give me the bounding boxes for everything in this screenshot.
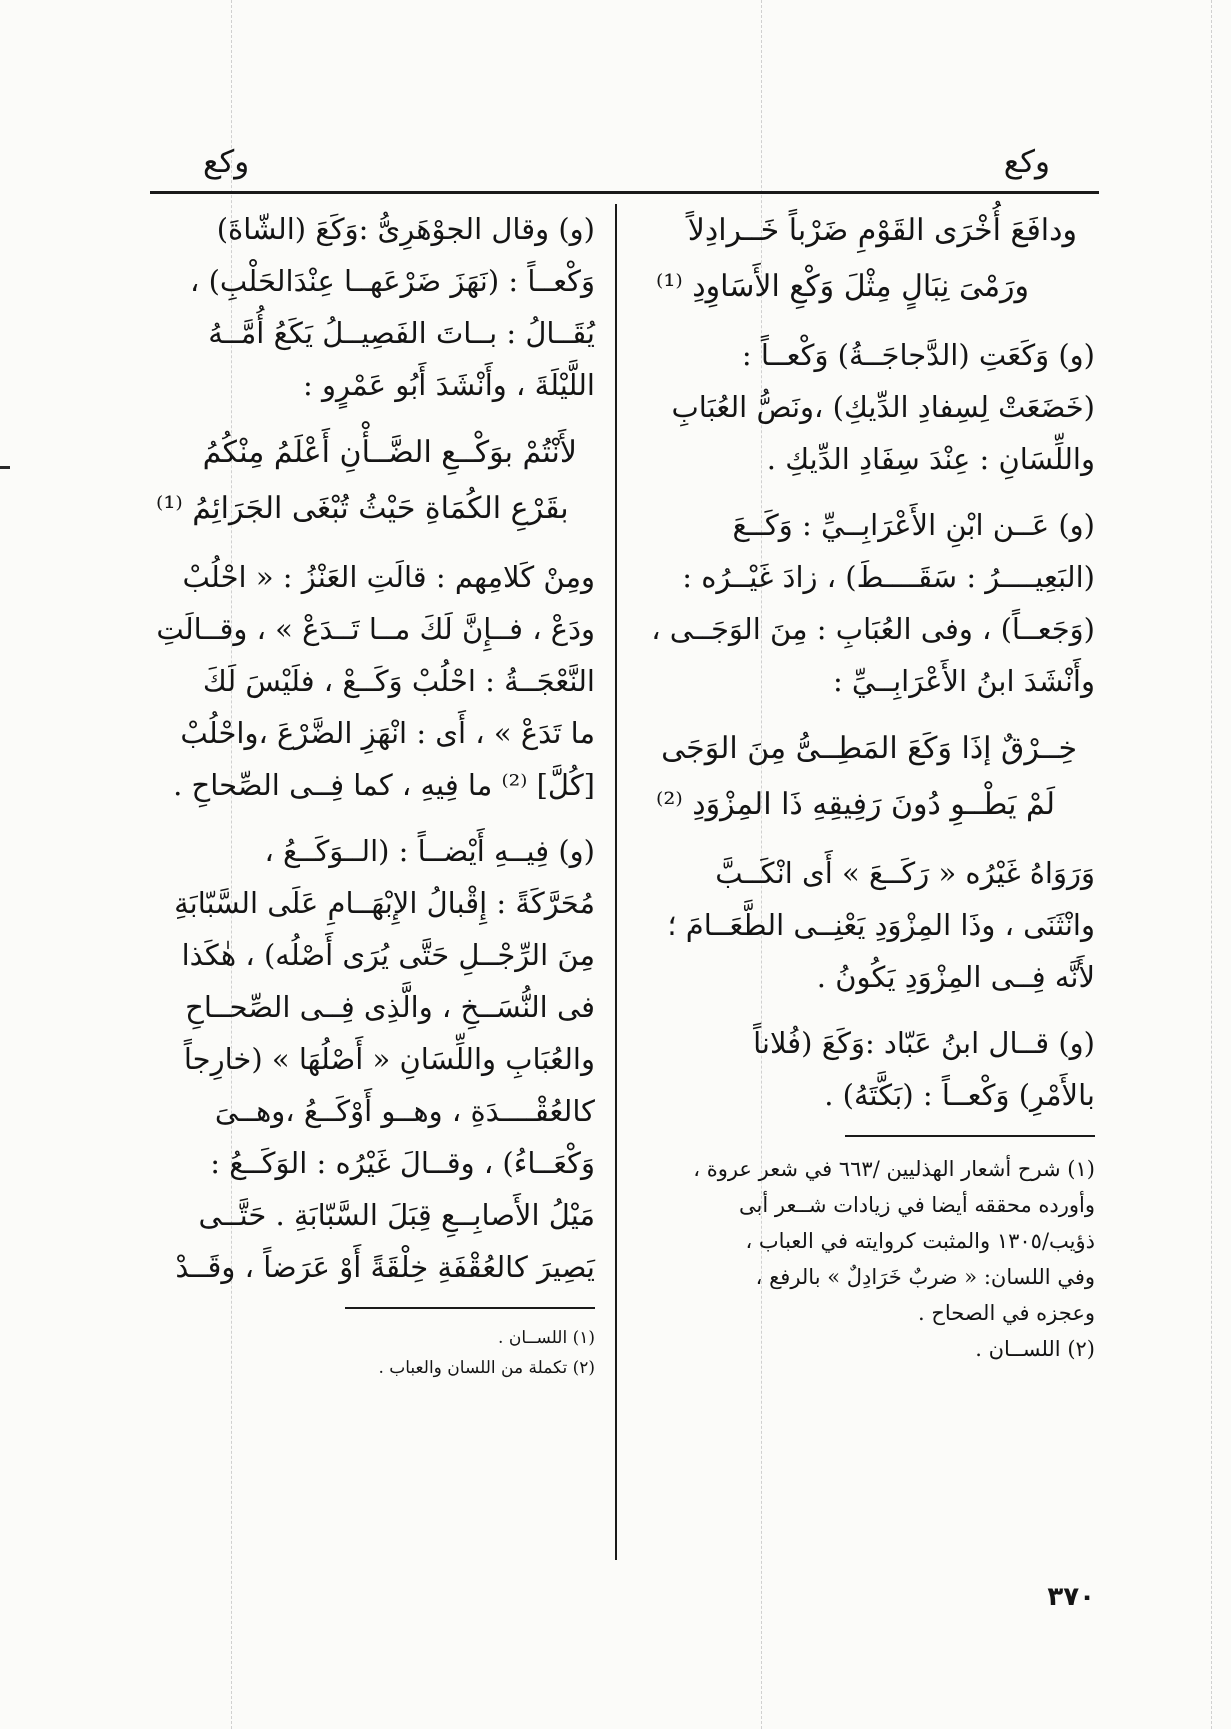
text-line: يَصِيرَ كالعُقْفَةِ خِلْقَةً أَوْ عَرَضاً ، وقَــدْ: [175, 1250, 595, 1284]
verse-line: ورَمْىَ نِبَالٍ مِثْلَ وَكْعِ الأَسَاوِدِ ⁽¹⁾: [656, 269, 1029, 304]
footnote-line: (٢) اللســان .: [975, 1337, 1095, 1361]
text-line: وَكْعــاً : (نَهَزَ ضَرْعَهــا عِنْدَالحَلْبِ) ،: [189, 264, 595, 298]
running-header-left: وكع: [203, 144, 250, 180]
text-line: (خَضَعَتْ لِسِفادِ الدِّيكِ) ،ونَصُّ العُبَابِ: [671, 390, 1095, 424]
text-line: كالعُقْــــدَةِ ، وهــو أَوْكَــعُ ،وهــىَ: [214, 1094, 595, 1128]
text-line: (و) عَــن ابْنِ الأَعْرَابِــيِّ : وَكَــعَ: [732, 508, 1095, 542]
text-line: فى النُّسَــخِ ، والَّذِى فِــى الصِّحــاحِ: [185, 990, 595, 1024]
paragraph: [650, 1017, 1095, 1121]
footnote-line: وأورده محققه أيضا في زيادات شــعر أبى: [739, 1193, 1095, 1217]
text-line: ودَعْ ، فــإِنَّ لَكَ مــا تَــدَعْ » ، وقــالَتِ: [156, 612, 595, 646]
paragraph: [650, 329, 1095, 485]
verse-line: خِــرْقٌ إذَا وَكَعَ المَطِــىُّ مِنَ الوَجَى: [661, 731, 1077, 766]
text-line: واللِّسَانِ : عِنْدَ سِفَادِ الدِّيكِ .: [766, 442, 1095, 476]
verse-line: لأَنْتُمْ بوَكْــعِ الضَّــأْنِ أَعْلَمُ مِنْكُمُ: [202, 435, 577, 470]
header-rule: [150, 191, 1099, 194]
paragraph: [150, 551, 595, 811]
footnote-line: (١) شرح أشعار الهذليين /٦٦٣ في شعر عروة ،: [693, 1157, 1095, 1181]
verse-line: لَمْ يَطْــوِ دُونَ رَفِيقِهِ ذَا المِزْوَدِ ⁽²⁾: [656, 787, 1056, 822]
verse: [650, 721, 1095, 833]
right-column: [650, 203, 1095, 1367]
footnote-line: وعجزه في الصحاح .: [917, 1301, 1095, 1325]
text-line: مُحَرَّكَةً : إِقْبالُ الإِبْهَــامِ عَلَى السَّبّابَةِ: [174, 886, 595, 920]
text-line: (البَعِيــــرُ : سَقَــــطَ) ، زادَ غَيْــرُه :: [682, 560, 1095, 594]
paragraph: [150, 203, 595, 411]
page-number: ٣٧٠: [1047, 1582, 1095, 1612]
paragraph: [650, 499, 1095, 707]
footnote-line: (٢) تكملة من اللسان والعباب .: [378, 1358, 595, 1378]
text-line: (وَجَعــاً) ، وفى العُبَابِ : مِنَ الوَجَــى ،: [651, 612, 1095, 646]
text-line: اللَّيْلَةَ ، وأَنْشَدَ أَبُو عَمْرٍو :: [302, 368, 595, 402]
text-line: وأَنْشَدَ ابنُ الأَعْرَابِــيِّ :: [832, 664, 1095, 698]
text-line: والعُبَابِ واللِّسَانِ « أَصْلُهَا » (خارِجاً: [183, 1042, 595, 1076]
text-line: [كُلَّ] ⁽²⁾ ما فِيهِ ، كما فِــى الصِّحاحِ .: [173, 768, 595, 802]
paragraph: [650, 847, 1095, 1003]
text-line: النَّعْجَــةُ : احْلُبْ وَكَــعْ ، فلَيْسَ لَكَ: [202, 664, 595, 698]
footnote-rule: [345, 1307, 595, 1309]
text-line: (و) وَكَعَتِ (الدَّجاجَــةُ) وَكْعــاً :: [741, 338, 1095, 372]
column-divider: [615, 204, 617, 1560]
text-line: وانْثَنَى ، وذَا المِزْوَدِ يَعْنِــى الطَّعَــامَ ؛: [667, 908, 1095, 942]
text-line: (و) قــال ابنُ عَبّاد :وَكَعَ (فُلاناً: [753, 1026, 1095, 1060]
verse: [150, 425, 595, 537]
footnotes: [150, 1323, 595, 1383]
verse: [650, 203, 1095, 315]
footnote-line: وفي اللسان: « ضربٌ خَرَادِلٌ » بالرفع ،: [755, 1265, 1095, 1289]
text-line: (و) فِيــهِ أَيْضــاً : (الــوَكَــعُ ،: [264, 834, 595, 868]
footnote-line: ذؤيب/١٣٠٥ والمثبت كروايته في العباب ،: [745, 1229, 1095, 1253]
footnote-rule: [845, 1135, 1095, 1137]
text-line: مِنَ الرِّجْــلِ حَتَّى يُرَى أَصْلُه) ، هٰكَذا: [181, 938, 595, 972]
paragraph: [150, 825, 595, 1293]
footnote-line: (١) اللســان .: [498, 1328, 595, 1348]
text-line: مَيْلُ الأَصابِــعِ قِبَلَ السَّبّابَةِ . حَتَّــى: [198, 1198, 595, 1232]
text-line: يُقَــالُ : بــاتَ الفَصِيــلُ يَكَعُ أُمَّــهُ: [208, 316, 595, 350]
text-line: لأَنَّه فِــى المِزْوَدِ يَكُونُ .: [816, 960, 1095, 994]
verse-line: ودافَعَ أُخْرَى القَوْمِ ضَرْباً خَــرادِلاً: [687, 213, 1077, 248]
footnotes: [650, 1151, 1095, 1367]
text-line: ومِنْ كَلامِهم : قالَتِ العَنْزُ : « احْلُبْ: [182, 560, 595, 594]
scan-edge-mark: [0, 466, 10, 469]
text-line: بالأَمْرِ) وَكْعــاً : (بَكَّتَهُ) .: [824, 1078, 1095, 1112]
text-line: وَكْعَــاءُ) ، وقــالَ غَيْرُه : الوَكَــعُ :: [210, 1146, 595, 1180]
text-line: (و) وقال الجوْهَرِىُّ :وَكَعَ (الشّاةَ): [216, 212, 595, 246]
running-header-right: وكع: [1003, 144, 1050, 180]
left-column: [150, 203, 595, 1383]
scan-artifact-line: [1211, 0, 1212, 1729]
text-line: ما تَدَعْ » ، أَى : انْهَزِ الضَّرْعَ ،واحْلُبْ: [180, 716, 595, 750]
text-line: وَرَوَاهُ غَيْرُه « رَكَــعَ » أَى انْكَــبَّ: [715, 856, 1095, 890]
verse-line: بقَرْعِ الكُمَاةِ حَيْثُ تُبْغَى الجَرَائِمُ ⁽¹⁾: [156, 491, 569, 526]
